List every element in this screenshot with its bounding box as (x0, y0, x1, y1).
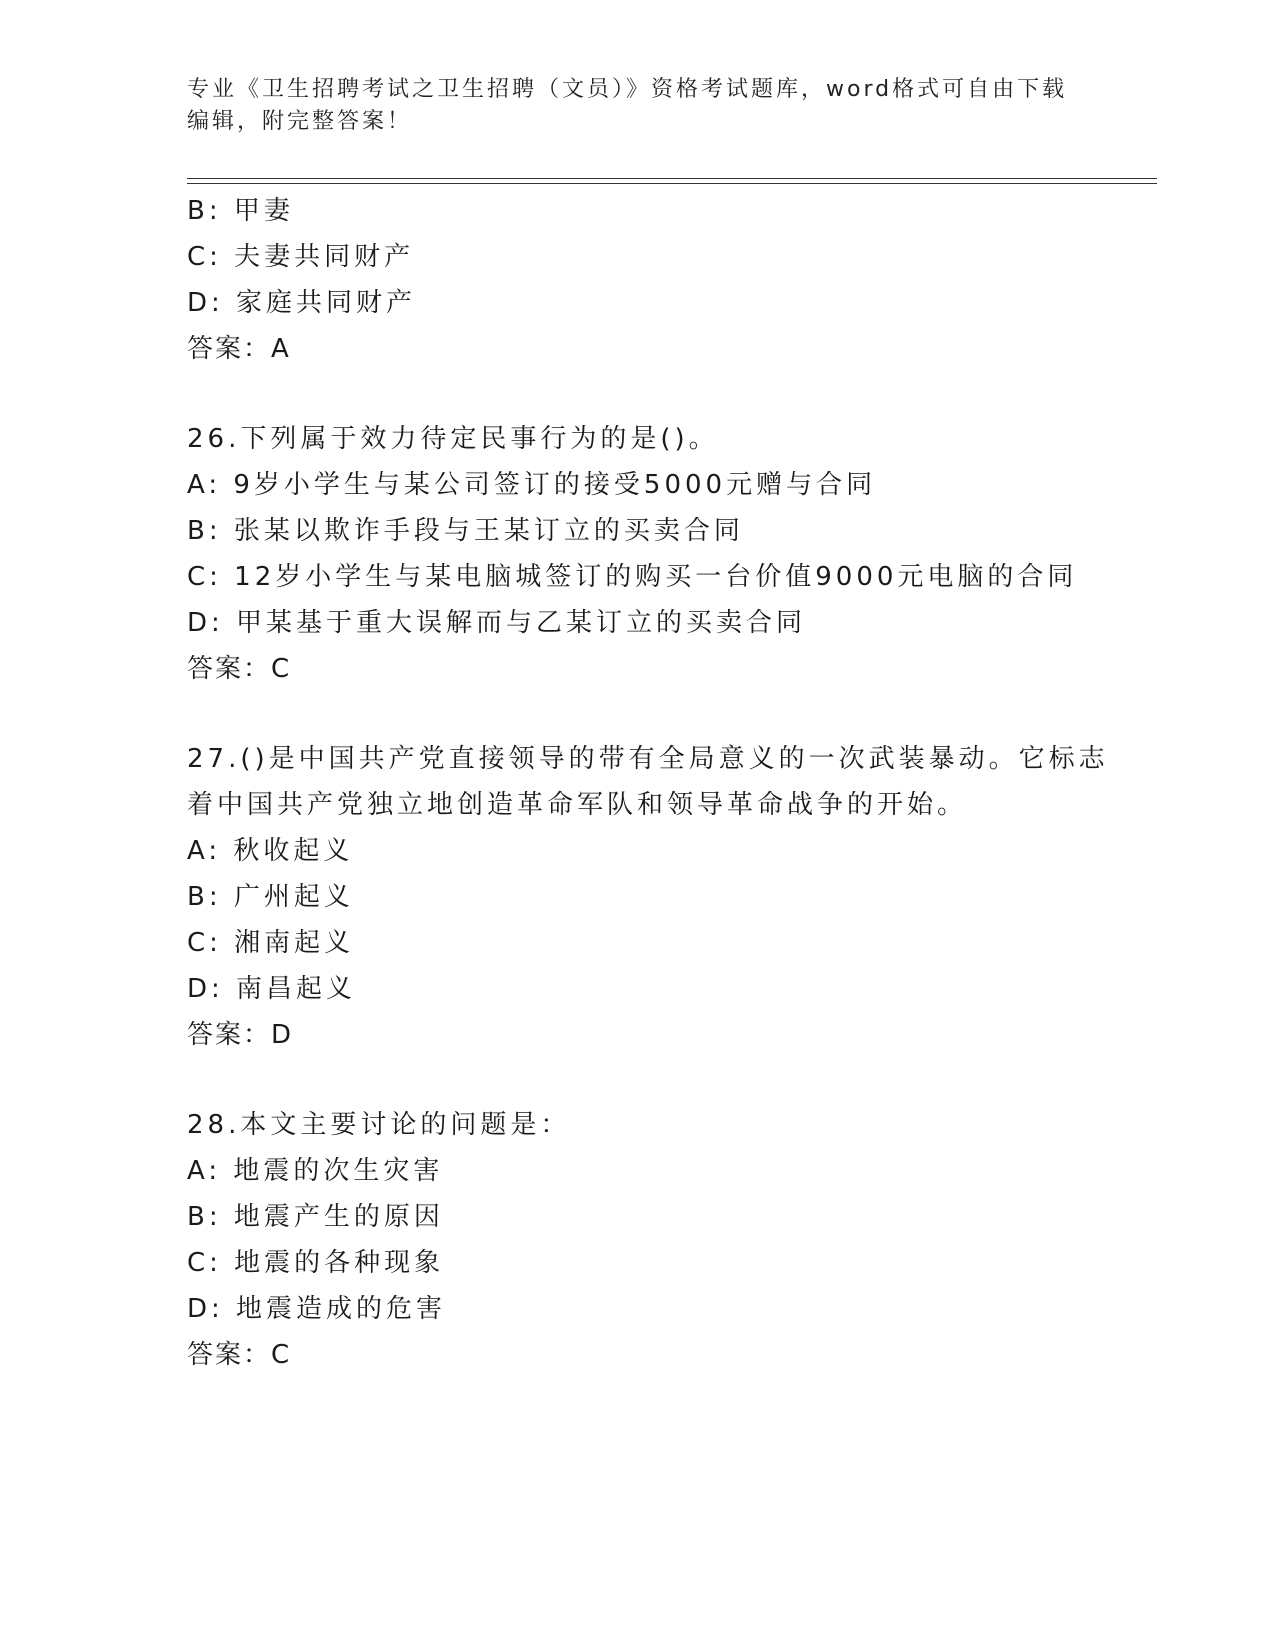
answer: 答案：D (187, 1020, 294, 1050)
header-line-1: 专业《卫生招聘考试之卫生招聘（文员）》资格考试题库，word格式可自由下载 (187, 77, 1068, 102)
question-stem: 28.本文主要讨论的问题是： (187, 1110, 571, 1140)
header-line-2: 编辑，附完整答案！ (187, 109, 413, 134)
option-c: C: 夫妻共同财产 (187, 242, 415, 272)
option-b: B: 甲妻 (187, 196, 294, 226)
option-c: C: 地震的各种现象 (187, 1248, 445, 1278)
option-b: B: 张某以欺诈手段与王某订立的买卖合同 (187, 516, 744, 546)
option-b: B: 地震产生的原因 (187, 1202, 444, 1232)
answer: 答案：C (187, 1340, 292, 1370)
option-c: C: 12岁小学生与某电脑城签订的购买一台价值9000元电脑的合同 (187, 562, 1078, 592)
question-26 (187, 416, 1157, 692)
header-divider (187, 178, 1157, 184)
question-stem-line-2: 着中国共产党独立地创造革命军队和领导革命战争的开始。 (187, 790, 968, 820)
option-d: D: 地震造成的危害 (187, 1294, 447, 1324)
option-d: D: 南昌起义 (187, 974, 357, 1004)
question-27 (187, 736, 1157, 1058)
option-a: A: 秋收起义 (187, 836, 354, 866)
answer: 答案：C (187, 654, 292, 684)
option-a: A: 地震的次生灾害 (187, 1156, 444, 1186)
question-list (187, 188, 1157, 1378)
question-28 (187, 1102, 1157, 1378)
question-stem: 26.下列属于效力待定民事行为的是()。 (187, 424, 719, 454)
document-header (187, 74, 1087, 138)
option-a: A: 9岁小学生与某公司签订的接受5000元赠与合同 (187, 470, 877, 500)
option-c: C: 湘南起义 (187, 928, 355, 958)
answer: 答案：A (187, 334, 291, 364)
option-d: D: 甲某基于重大误解而与乙某订立的买卖合同 (187, 608, 807, 638)
option-b: B: 广州起义 (187, 882, 354, 912)
question-25-continued (187, 188, 1157, 372)
option-d: D: 家庭共同财产 (187, 288, 417, 318)
question-stem-line-1: 27.()是中国共产党直接领导的带有全局意义的一次武装暴动。它标志 (187, 744, 1109, 774)
